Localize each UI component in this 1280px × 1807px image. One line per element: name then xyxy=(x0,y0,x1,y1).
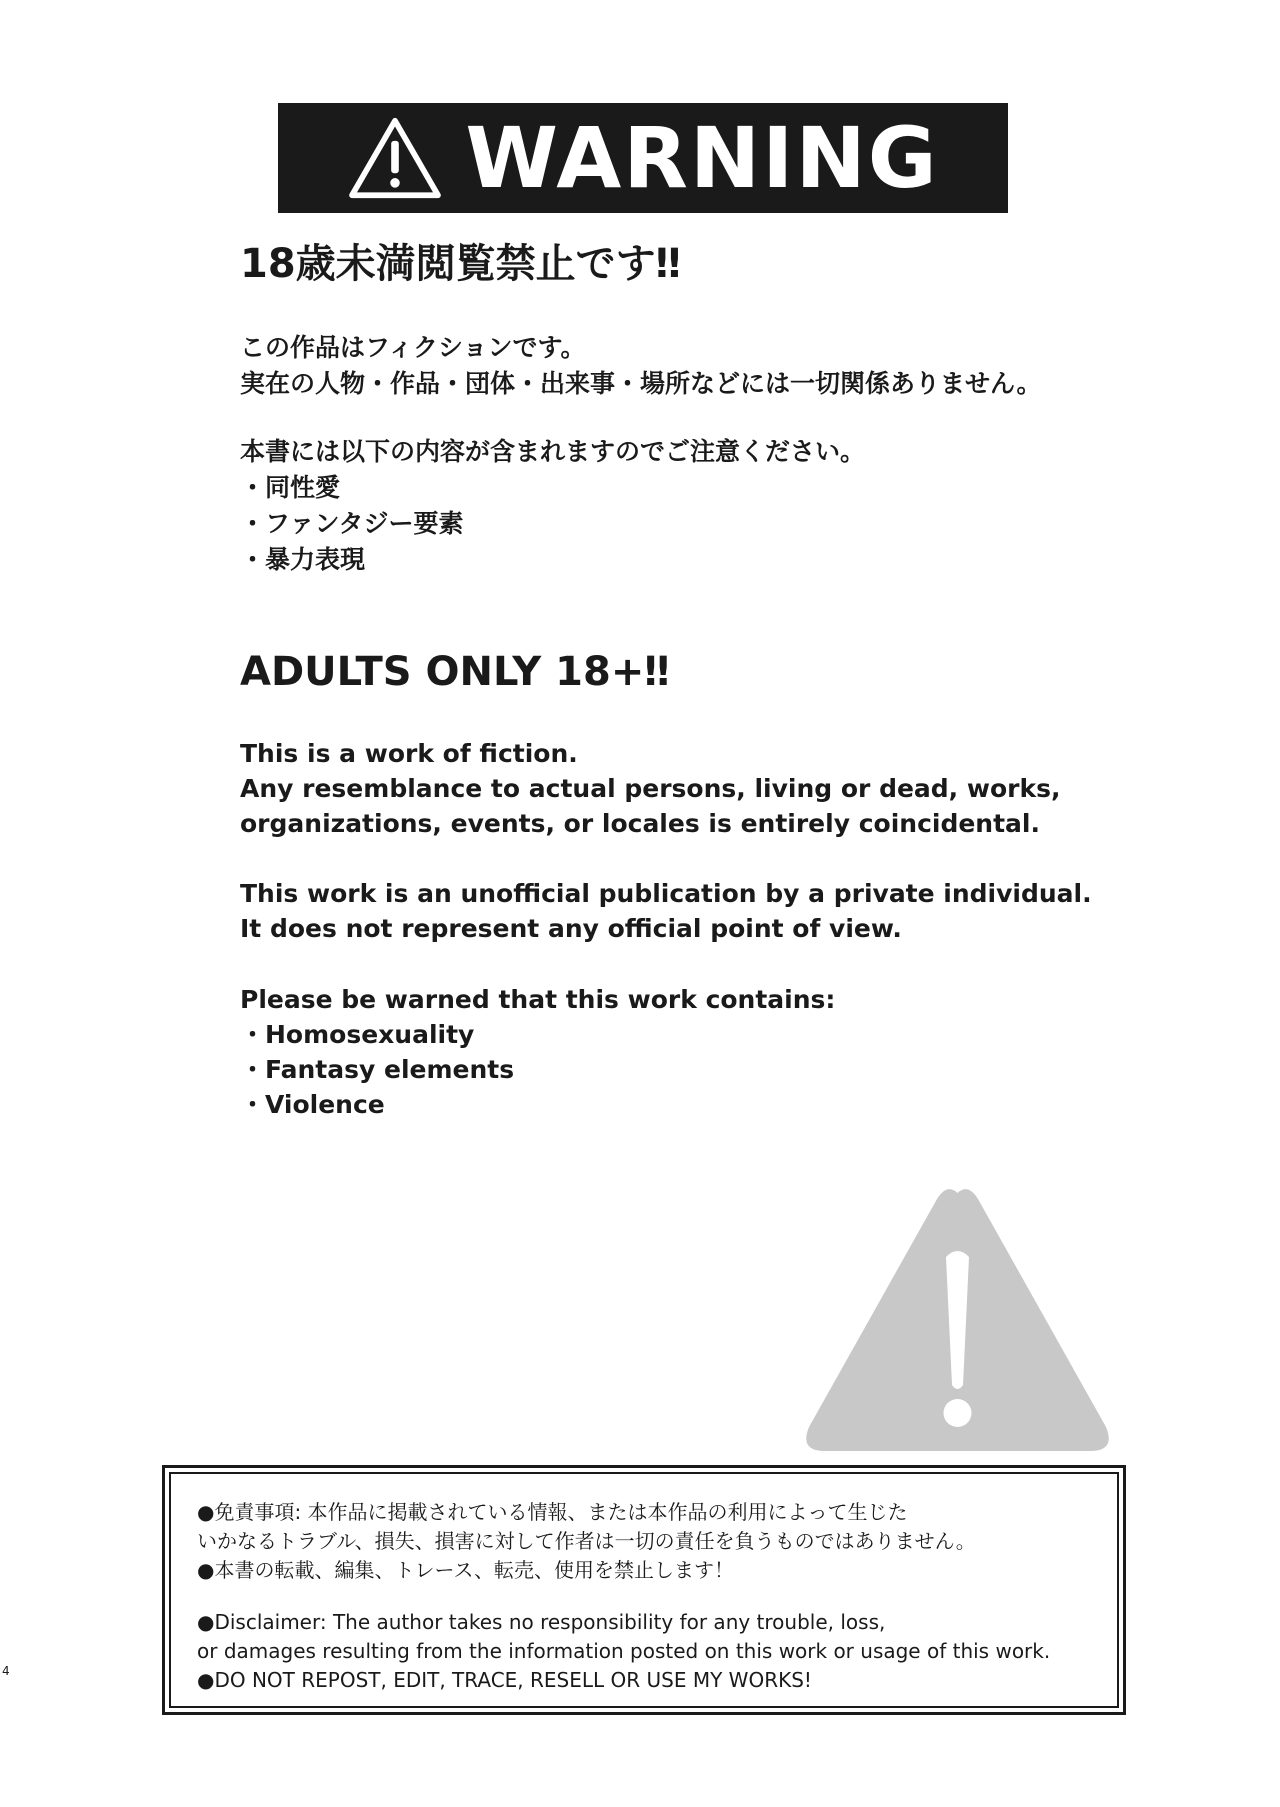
jp-fiction-notice xyxy=(240,330,1042,402)
jp-age-heading: 18歳未満閲覧禁止です‼ xyxy=(240,241,681,287)
en-unofficial-line: It does not represent any official point of view. xyxy=(240,914,902,943)
jp-contents-item: ・同性愛 xyxy=(240,473,341,502)
en-fiction-line: organizations, events, or locales is entirely coincidental. xyxy=(240,809,1040,838)
disclaimer-jp-line: ●免責事項: 本作品に掲載されている情報、または本作品の利用によって生じた xyxy=(197,1500,908,1524)
page-number: 4 xyxy=(2,1664,10,1678)
en-contents-item: ・Violence xyxy=(240,1090,385,1119)
en-fiction-line: This is a work of fiction. xyxy=(240,739,578,768)
warning-title: WARNING xyxy=(465,109,939,207)
disclaimer-en-line: or damages resulting from the information posted on this work or usage of this work. xyxy=(197,1639,1051,1663)
warning-banner xyxy=(278,103,1008,213)
disclaimer-spacer xyxy=(197,1585,1117,1608)
jp-fiction-line: この作品はフィクションです。 xyxy=(240,333,586,362)
jp-contents-notice xyxy=(240,434,865,578)
jp-fiction-line: 実在の人物・作品・団体・出来事・場所などには一切関係ありません。 xyxy=(240,369,1042,398)
disclaimer-jp-line: いかなるトラブル、損失、損害に対して作者は一切の責任を負うものではありません。 xyxy=(197,1529,976,1553)
en-unofficial-notice xyxy=(240,876,1092,946)
en-contents-item: ・Homosexuality xyxy=(240,1020,475,1049)
disclaimer-jp-line: ●本書の転載、編集、トレース、転売、使用を禁止します！ xyxy=(197,1558,735,1582)
jp-contents-intro: 本書には以下の内容が含まれますのでご注意ください。 xyxy=(240,437,866,466)
jp-contents-item: ・暴力表現 xyxy=(240,545,366,574)
en-unofficial-line: This work is an unofficial publication by a private individual. xyxy=(240,879,1092,908)
disclaimer-en-line: ●Disclaimer: The author takes no responsibility for any trouble, loss, xyxy=(197,1610,886,1634)
jp-contents-item: ・ファンタジー要素 xyxy=(240,509,464,538)
disclaimer-inner-frame xyxy=(169,1472,1119,1708)
en-fiction-notice xyxy=(240,736,1060,841)
warning-triangle-icon xyxy=(800,1175,1115,1459)
en-fiction-line: Any resemblance to actual persons, living or dead, works, xyxy=(240,774,1061,803)
warning-triangle-icon xyxy=(347,116,443,200)
en-contents-item: ・Fantasy elements xyxy=(240,1055,515,1084)
disclaimer-box xyxy=(162,1465,1126,1715)
en-contents-notice xyxy=(240,982,835,1122)
disclaimer-en-line: ●DO NOT REPOST, EDIT, TRACE, RESELL OR USE MY WORKS! xyxy=(197,1668,812,1692)
en-age-heading: ADULTS ONLY 18+‼ xyxy=(240,649,670,695)
en-contents-intro: Please be warned that this work contains: xyxy=(240,985,836,1014)
